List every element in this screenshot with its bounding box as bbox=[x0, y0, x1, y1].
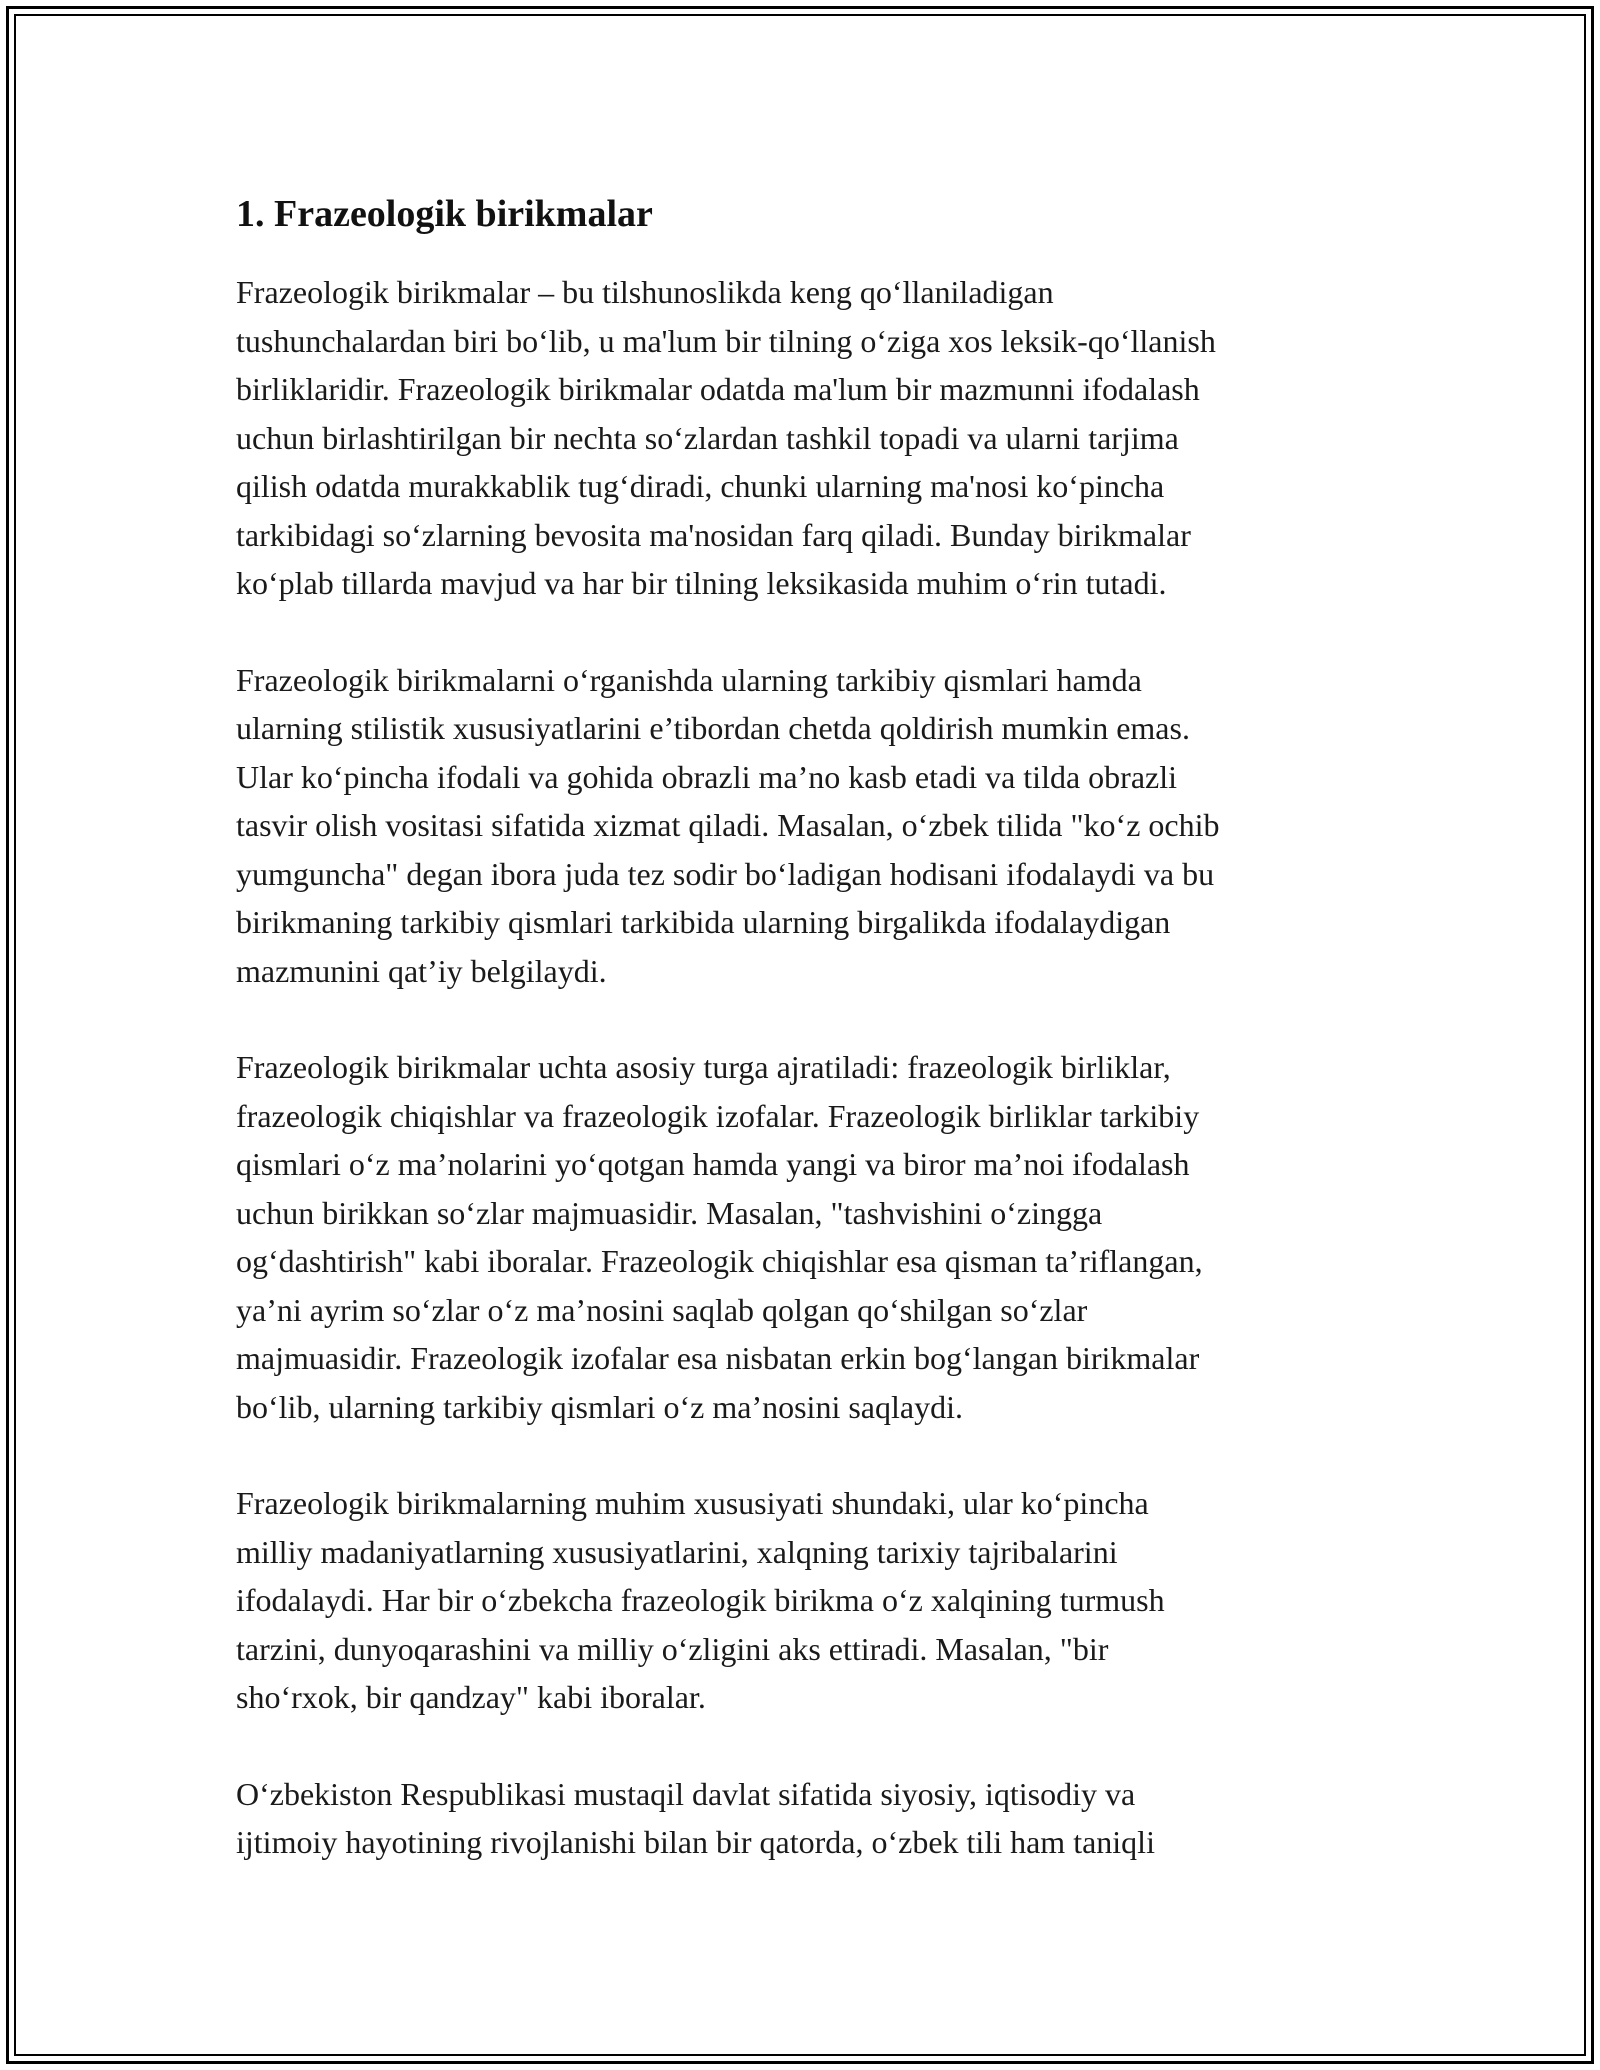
paragraph-line: Frazeologik birikmalar – bu tilshunoslikda keng qo‘llaniladigan bbox=[236, 274, 1054, 310]
document-body bbox=[236, 188, 1366, 1867]
paragraph-line: milliy madaniyatlarning xususiyatlarini, xalqning tarixiy tajribalarini bbox=[236, 1533, 1118, 1570]
paragraph-line: uchun birikkan so‘zlar majmuasidir. Masalan, "tashvishini o‘zingga bbox=[236, 1194, 1103, 1231]
paragraph-line: bo‘lib, ularning tarkibiy qismlari o‘z ma’nosini saqlaydi. bbox=[236, 1388, 963, 1425]
paragraph-line: ularning stilistik xususiyatlarini e’tibordan chetda qoldirish mumkin emas. bbox=[236, 710, 1190, 746]
paragraph-line: Frazeologik birikmalarning muhim xususiyati shundaki, ular ko‘pincha bbox=[236, 1485, 1149, 1521]
paragraph-line: ijtimoiy hayotining rivojlanishi bilan bir qatorda, o‘zbek tili ham taniqli bbox=[236, 1824, 1155, 1860]
paragraph-line: qismlari o‘z ma’nolarini yo‘qotgan hamda yangi va biror ma’noi ifodalash bbox=[236, 1146, 1190, 1182]
paragraph-line: frazeologik chiqishlar va frazeologik izofalar. Frazeologik birliklar tarkibiy bbox=[236, 1097, 1200, 1134]
paragraph-line: yumguncha" degan ibora juda tez sodir bo‘ladigan hodisani ifodalaydi va bu bbox=[236, 855, 1215, 892]
paragraph-1 bbox=[236, 268, 1366, 608]
paragraph-line: qilish odatda murakkablik tug‘diradi, chunki ularning ma'nosi ko‘pincha bbox=[236, 468, 1165, 504]
paragraph-line: ifodalaydi. Har bir o‘zbekcha frazeologik birikma o‘z xalqining turmush bbox=[236, 1582, 1165, 1618]
paragraph-line: tarkibidagi so‘zlarning bevosita ma'nosidan farq qiladi. Bunday birikmalar bbox=[236, 516, 1191, 553]
paragraph-line: ko‘plab tillarda mavjud va har bir tilning leksikasida muhim o‘rin tutadi. bbox=[236, 565, 1167, 601]
paragraph-line: Frazeologik birikmalarni o‘rganishda ularning tarkibiy qismlari hamda bbox=[236, 661, 1142, 698]
paragraph-line: Frazeologik birikmalar uchta asosiy turga ajratiladi: frazeologik birliklar, bbox=[236, 1049, 1171, 1085]
paragraph-line: majmuasidir. Frazeologik izofalar esa nisbatan erkin bog‘langan birikmalar bbox=[236, 1340, 1200, 1376]
paragraph-line: tarzini, dunyoqarashini va milliy o‘zligini aks ettiradi. Masalan, "bir bbox=[236, 1630, 1109, 1667]
paragraph-line: tasvir olish vositasi sifatida xizmat qiladi. Masalan, o‘zbek tilida "ko‘z ochib bbox=[236, 807, 1220, 843]
paragraph-line: mazmunini qat’iy belgilaydi. bbox=[236, 952, 607, 989]
paragraph-line: ya’ni ayrim so‘zlar o‘z ma’nosini saqlab qolgan qo‘shilgan so‘zlar bbox=[236, 1291, 1088, 1328]
paragraph-line: birliklaridir. Frazeologik birikmalar odatda ma'lum bir mazmunni ifodalash bbox=[236, 371, 1200, 407]
paragraph-line: O‘zbekiston Respublikasi mustaqil davlat sifatida siyosiy, iqtisodiy va bbox=[236, 1775, 1136, 1812]
paragraph-line: uchun birlashtirilgan bir nechta so‘zlardan tashkil topadi va ularni tarjima bbox=[236, 419, 1179, 456]
paragraph-line: sho‘rxok, bir qandzay" kabi iboralar. bbox=[236, 1679, 706, 1715]
paragraph-line: tushunchalardan biri bo‘lib, u ma'lum bir tilning o‘ziga xos leksik-qo‘llanish bbox=[236, 322, 1216, 359]
paragraph-line: birikmaning tarkibiy qismlari tarkibida ularning birgalikda ifodalaydigan bbox=[236, 904, 1171, 940]
section-heading: 1. Frazeologik birikmalar bbox=[236, 193, 653, 235]
paragraph-2 bbox=[236, 656, 1366, 996]
paragraph-5 bbox=[236, 1770, 1366, 1867]
paragraph-line: Ular ko‘pincha ifodali va gohida obrazli ma’no kasb etadi va tilda obrazli bbox=[236, 758, 1177, 795]
paragraph-3 bbox=[236, 1043, 1366, 1431]
paragraph-line: og‘dashtirish" kabi iboralar. Frazeologik chiqishlar esa qisman ta’riflangan, bbox=[236, 1243, 1203, 1279]
paragraph-4 bbox=[236, 1479, 1366, 1722]
